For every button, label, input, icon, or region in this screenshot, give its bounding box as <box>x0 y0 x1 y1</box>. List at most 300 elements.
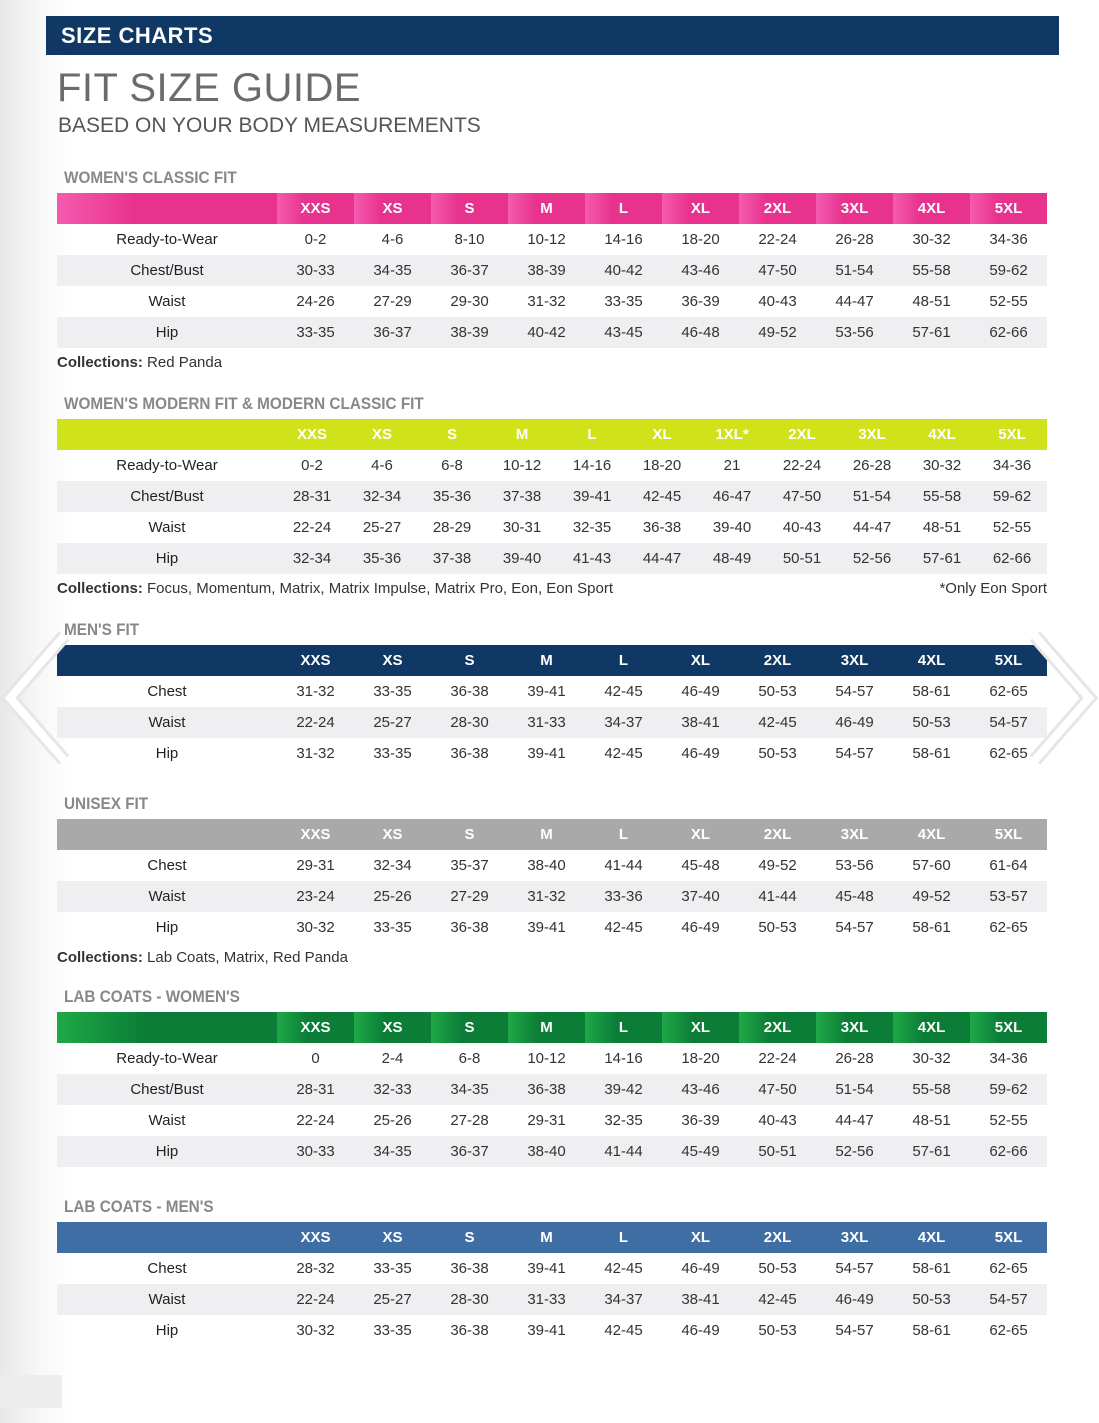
measurement-value: 6-8 <box>441 457 463 474</box>
measurement-value: 45-48 <box>816 881 893 912</box>
size-header-cell: 2XL <box>739 645 816 676</box>
measurement-value: 36-37 <box>431 255 508 286</box>
measurement-value: 34-36 <box>992 457 1032 474</box>
measurement-value: 30-32 <box>922 457 962 474</box>
measurement-value: 33-35 <box>277 317 354 348</box>
measurement-value: 51-54 <box>816 255 893 286</box>
table-row <box>57 481 1047 512</box>
table-row <box>57 1315 1047 1346</box>
size-header-cell: S <box>431 645 508 676</box>
measurement-value: 57-61 <box>893 1136 970 1167</box>
measurement-value: 46-49 <box>681 1260 720 1277</box>
measurement-value: 46-47 <box>697 481 767 512</box>
size-header-row <box>57 645 1047 676</box>
measurement-value: 30-33 <box>277 1136 354 1167</box>
size-header-cell: L <box>585 193 662 224</box>
size-header-cell: 2XL <box>739 819 816 850</box>
measurement-value: 31-32 <box>296 683 335 700</box>
chevron-left-icon <box>0 628 76 768</box>
measurement-value: 18-20 <box>681 231 720 248</box>
measurement-value: 36-38 <box>450 683 489 700</box>
size-table <box>57 819 1047 943</box>
measurement-value: 25-26 <box>354 881 431 912</box>
measurement-value: 22-24 <box>782 457 822 474</box>
measurement-value: 34-37 <box>585 1284 662 1315</box>
measurement-label: Ready-to-Wear <box>116 1050 218 1067</box>
measurement-value: 41-44 <box>585 1136 662 1167</box>
measurement-value: 39-41 <box>527 919 566 936</box>
measurement-label: Waist <box>57 707 277 738</box>
measurement-value: 22-24 <box>296 1112 335 1129</box>
measurement-value: 46-49 <box>681 745 720 762</box>
size-header-cell: 2XL <box>739 193 816 224</box>
measurement-value: 37-38 <box>487 481 557 512</box>
size-header-cell: XS <box>354 1012 431 1043</box>
size-header-cell: L <box>585 819 662 850</box>
measurement-value: 18-20 <box>642 457 682 474</box>
chevron-right-icon <box>1023 628 1099 768</box>
section-unisex-fit <box>57 794 1047 974</box>
measurement-value: 53-56 <box>835 857 874 874</box>
size-table <box>57 1222 1047 1346</box>
section-mens-fit <box>57 620 1047 770</box>
table-row <box>57 912 1047 943</box>
measurement-value: 55-58 <box>907 481 977 512</box>
measurement-value: 44-47 <box>852 519 892 536</box>
size-header-cell: 3XL <box>837 419 907 450</box>
measurement-label: Chest/Bust <box>57 255 277 286</box>
measurement-value: 48-51 <box>912 293 951 310</box>
size-header-cell: 3XL <box>816 819 893 850</box>
section-lab-coats-mens <box>57 1197 1047 1352</box>
measurement-value: 50-53 <box>758 1260 797 1277</box>
section-title: WOMEN'S MODERN FIT & MODERN CLASSIC FIT <box>64 394 424 413</box>
section-title: LAB COATS - MEN'S <box>64 1197 214 1216</box>
measurement-value: 62-65 <box>989 1322 1028 1339</box>
measurement-value: 32-35 <box>604 1112 643 1129</box>
size-header-cell: 5XL <box>970 1012 1047 1043</box>
measurement-value: 54-57 <box>835 745 874 762</box>
measurement-label: Hip <box>155 1322 179 1339</box>
size-header-cell: 4XL <box>893 1222 970 1253</box>
measurement-value: 62-65 <box>989 683 1028 700</box>
measurement-value: 58-61 <box>912 683 951 700</box>
measurement-value: 32-33 <box>354 1074 431 1105</box>
size-header-cell: XXS <box>277 1012 354 1043</box>
section-womens-classic-fit <box>57 168 1047 378</box>
measurement-value: 33-35 <box>373 919 412 936</box>
collections-value: Lab Coats, Matrix, Red Panda <box>147 949 348 966</box>
measurement-value: 48-51 <box>922 519 962 536</box>
measurement-value: 62-66 <box>970 317 1047 348</box>
collections-label: Collections: <box>57 354 148 371</box>
measurement-value: 36-38 <box>450 1260 489 1277</box>
measurement-value: 45-48 <box>681 857 720 874</box>
measurement-value: 36-38 <box>450 745 489 762</box>
measurement-value: 25-27 <box>362 519 402 536</box>
measurement-value: 2-4 <box>381 1050 404 1067</box>
measurement-value: 22-24 <box>758 231 797 248</box>
size-header-cell: 3XL <box>816 193 893 224</box>
measurement-label: Waist <box>148 1112 186 1129</box>
size-header-cell: S <box>431 819 508 850</box>
table-row <box>57 224 1047 255</box>
size-header-cell: 3XL <box>816 645 893 676</box>
measurement-value: 29-31 <box>296 857 335 874</box>
measurement-label: Hip <box>57 1136 277 1167</box>
measurement-value: 32-34 <box>373 857 412 874</box>
measurement-value: 39-41 <box>527 745 566 762</box>
section-lab-coats-womens <box>57 987 1047 1172</box>
measurement-value: 26-28 <box>852 457 892 474</box>
page-title: FIT SIZE GUIDE <box>57 66 362 110</box>
measurement-value: 54-57 <box>835 1322 874 1339</box>
measurement-value: 32-35 <box>572 519 612 536</box>
size-header-cell: M <box>508 193 585 224</box>
measurement-value: 38-40 <box>527 857 566 874</box>
measurement-label: Waist <box>148 293 186 310</box>
next-page-button[interactable] <box>1023 628 1099 768</box>
collections-label: Collections: <box>57 949 148 966</box>
measurement-value: 46-49 <box>816 707 893 738</box>
size-header-cell: L <box>557 419 627 450</box>
measurement-value: 44-47 <box>835 1112 874 1129</box>
size-header-cell: 4XL <box>893 819 970 850</box>
measurement-value: 52-55 <box>989 1112 1028 1129</box>
measurement-label: Hip <box>155 919 179 936</box>
prev-page-button[interactable] <box>0 628 76 768</box>
measurement-value: 31-32 <box>508 881 585 912</box>
measurement-value: 34-37 <box>585 707 662 738</box>
size-header-cell: 1XL* <box>697 419 767 450</box>
measurement-value: 58-61 <box>912 745 951 762</box>
measurement-value: 46-49 <box>681 919 720 936</box>
measurement-value: 36-39 <box>681 1112 720 1129</box>
measurement-value: 53-56 <box>816 317 893 348</box>
measurement-value: 27-29 <box>431 881 508 912</box>
measurement-value: 22-24 <box>292 519 332 536</box>
measurement-value: 27-28 <box>450 1112 489 1129</box>
size-header-cell: 3XL <box>816 1012 893 1043</box>
table-row <box>57 255 1047 286</box>
measurement-value: 33-35 <box>373 1260 412 1277</box>
size-table <box>57 419 1047 574</box>
measurement-value: 47-50 <box>739 1074 816 1105</box>
measurement-value: 50-53 <box>758 683 797 700</box>
measurement-value: 29-30 <box>450 293 489 310</box>
collections-value: Red Panda <box>147 354 223 371</box>
measurement-value: 43-46 <box>662 255 739 286</box>
size-header-cell: S <box>431 193 508 224</box>
measurement-value: 30-32 <box>912 1050 951 1067</box>
size-header-cell: XL <box>662 645 739 676</box>
measurement-value: 28-30 <box>431 707 508 738</box>
size-header-row <box>57 419 1047 450</box>
section-womens-modern-fit <box>57 394 1047 604</box>
size-header-row <box>57 193 1047 224</box>
measurement-value: 10-12 <box>527 231 566 248</box>
measurement-value: 49-52 <box>739 317 816 348</box>
table-row <box>57 738 1047 769</box>
size-header-cell: XXS <box>277 193 354 224</box>
table-row <box>57 676 1047 707</box>
measurement-value: 41-44 <box>739 881 816 912</box>
measurement-label: Hip <box>57 543 277 574</box>
measurement-value: 28-32 <box>296 1260 335 1277</box>
measurement-value: 10-12 <box>527 1050 566 1067</box>
measurement-label: Chest/Bust <box>57 481 277 512</box>
measurement-value: 50-53 <box>893 707 970 738</box>
measurement-value: 53-57 <box>970 881 1047 912</box>
measurement-value: 25-27 <box>354 707 431 738</box>
table-row <box>57 1105 1047 1136</box>
size-header-cell: XXS <box>277 819 354 850</box>
measurement-value: 36-38 <box>450 919 489 936</box>
size-header-cell: 2XL <box>739 1012 816 1043</box>
size-header-cell: 4XL <box>893 645 970 676</box>
measurement-value: 42-45 <box>604 1322 643 1339</box>
collections-line <box>57 354 222 371</box>
section-title: MEN'S FIT <box>64 620 140 639</box>
measurement-label: Waist <box>148 519 186 536</box>
page-subtitle: BASED ON YOUR BODY MEASUREMENTS <box>58 114 481 137</box>
size-header-cell: XXS <box>277 645 354 676</box>
measurement-value: 38-41 <box>662 707 739 738</box>
size-header-cell: 5XL <box>977 419 1047 450</box>
measurement-value: 38-39 <box>431 317 508 348</box>
section-title: UNISEX FIT <box>64 794 149 813</box>
measurement-value: 33-35 <box>604 293 643 310</box>
section-title: LAB COATS - WOMEN'S <box>64 987 240 1006</box>
measurement-value: 36-37 <box>431 1136 508 1167</box>
measurement-value: 52-56 <box>816 1136 893 1167</box>
measurement-value: 38-41 <box>662 1284 739 1315</box>
size-header-cell: M <box>508 819 585 850</box>
measurement-label: Chest <box>147 857 187 874</box>
measurement-value: 23-24 <box>277 881 354 912</box>
measurement-value: 32-34 <box>277 543 347 574</box>
size-header-cell: L <box>585 1012 662 1043</box>
measurement-value: 44-47 <box>835 293 874 310</box>
size-header-cell: XXS <box>277 1222 354 1253</box>
measurement-value: 54-57 <box>970 707 1047 738</box>
measurement-value: 57-60 <box>912 857 951 874</box>
footnote: *Only Eon Sport <box>939 580 1047 597</box>
measurement-value: 43-46 <box>662 1074 739 1105</box>
size-header-cell: 5XL <box>970 645 1047 676</box>
measurement-value: 31-32 <box>296 745 335 762</box>
measurement-value: 21 <box>723 457 741 474</box>
measurement-value: 54-57 <box>835 1260 874 1277</box>
measurement-value: 40-43 <box>782 519 822 536</box>
collections-line <box>57 949 348 966</box>
size-header-cell: S <box>431 1012 508 1043</box>
measurement-value: 42-45 <box>604 745 643 762</box>
header-blank-cell <box>57 1012 277 1043</box>
size-header-cell: XL <box>662 1012 739 1043</box>
measurement-value: 30-31 <box>502 519 542 536</box>
measurement-value: 35-36 <box>417 481 487 512</box>
measurement-value: 14-16 <box>572 457 612 474</box>
measurement-value: 62-65 <box>989 745 1028 762</box>
measurement-label: Hip <box>155 745 179 762</box>
collections-label: Collections: <box>57 580 148 597</box>
measurement-value: 34-35 <box>354 1136 431 1167</box>
measurement-value: 22-24 <box>758 1050 797 1067</box>
measurement-value: 36-38 <box>642 519 682 536</box>
measurement-value: 0 <box>311 1050 320 1067</box>
size-header-cell: 4XL <box>893 193 970 224</box>
measurement-value: 39-41 <box>527 1260 566 1277</box>
size-header-cell: XL <box>662 193 739 224</box>
measurement-value: 34-36 <box>989 1050 1028 1067</box>
header-blank-cell <box>57 645 277 676</box>
measurement-value: 52-56 <box>837 543 907 574</box>
measurement-value: 14-16 <box>604 231 643 248</box>
measurement-value: 54-57 <box>835 919 874 936</box>
size-header-row <box>57 1012 1047 1043</box>
measurement-value: 52-55 <box>989 293 1028 310</box>
measurement-value: 0-2 <box>304 231 327 248</box>
table-row <box>57 1253 1047 1284</box>
measurement-value: 38-39 <box>508 255 585 286</box>
measurement-value: 38-40 <box>508 1136 585 1167</box>
size-table <box>57 1012 1047 1167</box>
measurement-value: 39-42 <box>585 1074 662 1105</box>
measurement-value: 59-62 <box>970 255 1047 286</box>
measurement-value: 0-2 <box>301 457 323 474</box>
measurement-value: 34-35 <box>431 1074 508 1105</box>
size-header-cell: S <box>417 419 487 450</box>
measurement-value: 59-62 <box>970 1074 1047 1105</box>
measurement-value: 62-66 <box>970 1136 1047 1167</box>
size-header-cell: M <box>487 419 557 450</box>
measurement-value: 36-38 <box>450 1322 489 1339</box>
table-row <box>57 317 1047 348</box>
measurement-value: 25-27 <box>354 1284 431 1315</box>
measurement-value: 28-31 <box>277 481 347 512</box>
size-header-cell: 4XL <box>907 419 977 450</box>
measurement-value: 40-42 <box>508 317 585 348</box>
measurement-value: 35-37 <box>450 857 489 874</box>
measurement-value: 42-45 <box>604 683 643 700</box>
measurement-label: Chest <box>147 683 187 700</box>
measurement-value: 51-54 <box>837 481 907 512</box>
measurement-value: 34-35 <box>354 255 431 286</box>
size-header-cell: M <box>508 1222 585 1253</box>
size-header-cell: XS <box>354 645 431 676</box>
corner-block <box>0 1375 62 1408</box>
measurement-value: 39-40 <box>487 543 557 574</box>
section-title: WOMEN'S CLASSIC FIT <box>64 168 237 187</box>
measurement-value: 40-42 <box>585 255 662 286</box>
size-header-cell: 4XL <box>893 1012 970 1043</box>
measurement-value: 28-30 <box>431 1284 508 1315</box>
measurement-value: 61-64 <box>989 857 1028 874</box>
size-header-cell: L <box>585 1222 662 1253</box>
size-charts-banner: SIZE CHARTS <box>46 16 1059 55</box>
size-header-cell: 5XL <box>970 193 1047 224</box>
measurement-value: 33-35 <box>373 745 412 762</box>
measurement-value: 30-33 <box>277 255 354 286</box>
measurement-value: 48-51 <box>912 1112 951 1129</box>
measurement-value: 33-36 <box>585 881 662 912</box>
size-header-cell: XL <box>662 1222 739 1253</box>
measurement-value: 39-41 <box>557 481 627 512</box>
measurement-value: 18-20 <box>681 1050 720 1067</box>
table-row <box>57 1284 1047 1315</box>
measurement-value: 62-66 <box>977 543 1047 574</box>
size-header-cell: 2XL <box>767 419 837 450</box>
measurement-value: 48-49 <box>697 543 767 574</box>
measurement-value: 33-35 <box>373 683 412 700</box>
measurement-value: 25-26 <box>373 1112 412 1129</box>
measurement-value: 34-36 <box>989 231 1028 248</box>
table-row <box>57 1136 1047 1167</box>
measurement-value: 39-41 <box>527 683 566 700</box>
measurement-value: 50-53 <box>758 745 797 762</box>
size-header-cell: 3XL <box>816 1222 893 1253</box>
measurement-value: 22-24 <box>277 1284 354 1315</box>
measurement-value: 10-12 <box>502 457 542 474</box>
measurement-label: Waist <box>57 881 277 912</box>
measurement-value: 50-53 <box>893 1284 970 1315</box>
size-header-cell: XS <box>354 1222 431 1253</box>
measurement-value: 54-57 <box>970 1284 1047 1315</box>
size-table <box>57 193 1047 348</box>
measurement-value: 4-6 <box>371 457 393 474</box>
measurement-label: Ready-to-Wear <box>116 231 218 248</box>
measurement-value: 51-54 <box>816 1074 893 1105</box>
measurement-value: 41-44 <box>604 857 643 874</box>
measurement-value: 49-52 <box>893 881 970 912</box>
measurement-value: 42-45 <box>739 1284 816 1315</box>
measurement-value: 55-58 <box>893 255 970 286</box>
size-header-row <box>57 1222 1047 1253</box>
measurement-value: 50-51 <box>767 543 837 574</box>
measurement-value: 31-33 <box>508 1284 585 1315</box>
table-row <box>57 850 1047 881</box>
size-header-cell: XS <box>354 193 431 224</box>
header-blank-cell <box>57 1222 277 1253</box>
header-blank-cell <box>57 193 277 224</box>
measurement-value: 37-40 <box>662 881 739 912</box>
measurement-value: 42-45 <box>604 1260 643 1277</box>
measurement-value: 36-38 <box>508 1074 585 1105</box>
measurement-value: 50-51 <box>739 1136 816 1167</box>
measurement-value: 58-61 <box>912 1322 951 1339</box>
measurement-value: 59-62 <box>977 481 1047 512</box>
size-header-cell: XL <box>627 419 697 450</box>
measurement-value: 41-43 <box>557 543 627 574</box>
measurement-value: 46-49 <box>816 1284 893 1315</box>
measurement-value: 47-50 <box>739 255 816 286</box>
measurement-value: 43-45 <box>585 317 662 348</box>
measurement-value: 26-28 <box>835 231 874 248</box>
measurement-value: 31-32 <box>527 293 566 310</box>
size-header-cell: M <box>508 1012 585 1043</box>
measurement-value: 52-55 <box>992 519 1032 536</box>
measurement-value: 40-43 <box>758 1112 797 1129</box>
measurement-value: 22-24 <box>277 707 354 738</box>
measurement-value: 50-53 <box>758 1322 797 1339</box>
measurement-value: 55-58 <box>893 1074 970 1105</box>
measurement-value: 8-10 <box>454 231 485 248</box>
table-row <box>57 450 1047 481</box>
measurement-value: 39-40 <box>712 519 752 536</box>
size-table <box>57 645 1047 769</box>
table-row <box>57 286 1047 317</box>
